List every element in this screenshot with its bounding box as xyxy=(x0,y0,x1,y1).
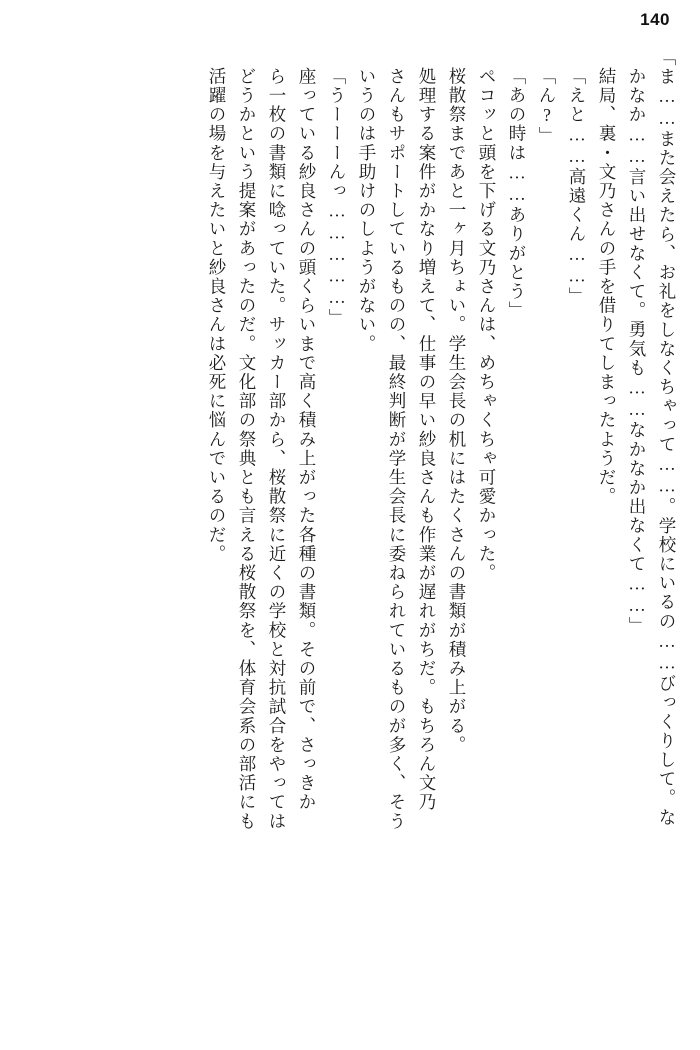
text-column: 座っている紗良さんの頭くらいまで高く積み上がった各種の書類。その前で、さっきか xyxy=(297,67,317,812)
text-column: 「えと……高遠くん……」 xyxy=(567,67,587,307)
text-column: 結局、裏・文乃さんの手を借りてしまったようだ。 xyxy=(597,67,617,507)
text-column: 処理する案件がかなり増えて、仕事の早い紗良さんも作業が遅れがちだ。もちろん文乃 xyxy=(417,67,437,812)
text-column: 「あの時は……ありがとう」 xyxy=(507,67,527,321)
text-column: どうかという提案があったのだ。文化部の祭典とも言える桜散祭を、体育会系の部活にも xyxy=(237,67,257,831)
text-column: 活躍の場を与えたいと紗良さんは必死に悩んでいるのだ。 xyxy=(207,67,227,564)
text-column: ら一枚の書類に唸っていた。サッカー部から、桜散祭に近くの学校と対抗試合をやっては xyxy=(267,67,287,831)
text-column: 桜散祭まであと一ヶ月ちょい。学生会長の机にはたくさんの書類が積み上がる。 xyxy=(447,67,467,755)
text-column: ペコッと頭を下げる文乃さんは、めちゃくちゃ可愛かった。 xyxy=(477,67,497,583)
text-column: さんもサポートしているものの、最終判断が学生会長に委ねられているものが多く、そう xyxy=(387,67,407,831)
text-column: 「ま……また会えたら、お礼をしなくちゃって……。学校にいるの……びっくりして。な xyxy=(657,48,677,827)
vertical-text-body xyxy=(18,48,682,1032)
text-column: 「うーーーんっ……………」 xyxy=(327,67,347,328)
text-column: いうのは手助けのしようがない。 xyxy=(357,67,377,354)
text-column: 「ん?」 xyxy=(537,67,557,146)
page-number: 140 xyxy=(640,10,670,29)
text-column: かなか……言い出せなくて。勇気も……なかなか出なくて……」 xyxy=(627,67,647,636)
